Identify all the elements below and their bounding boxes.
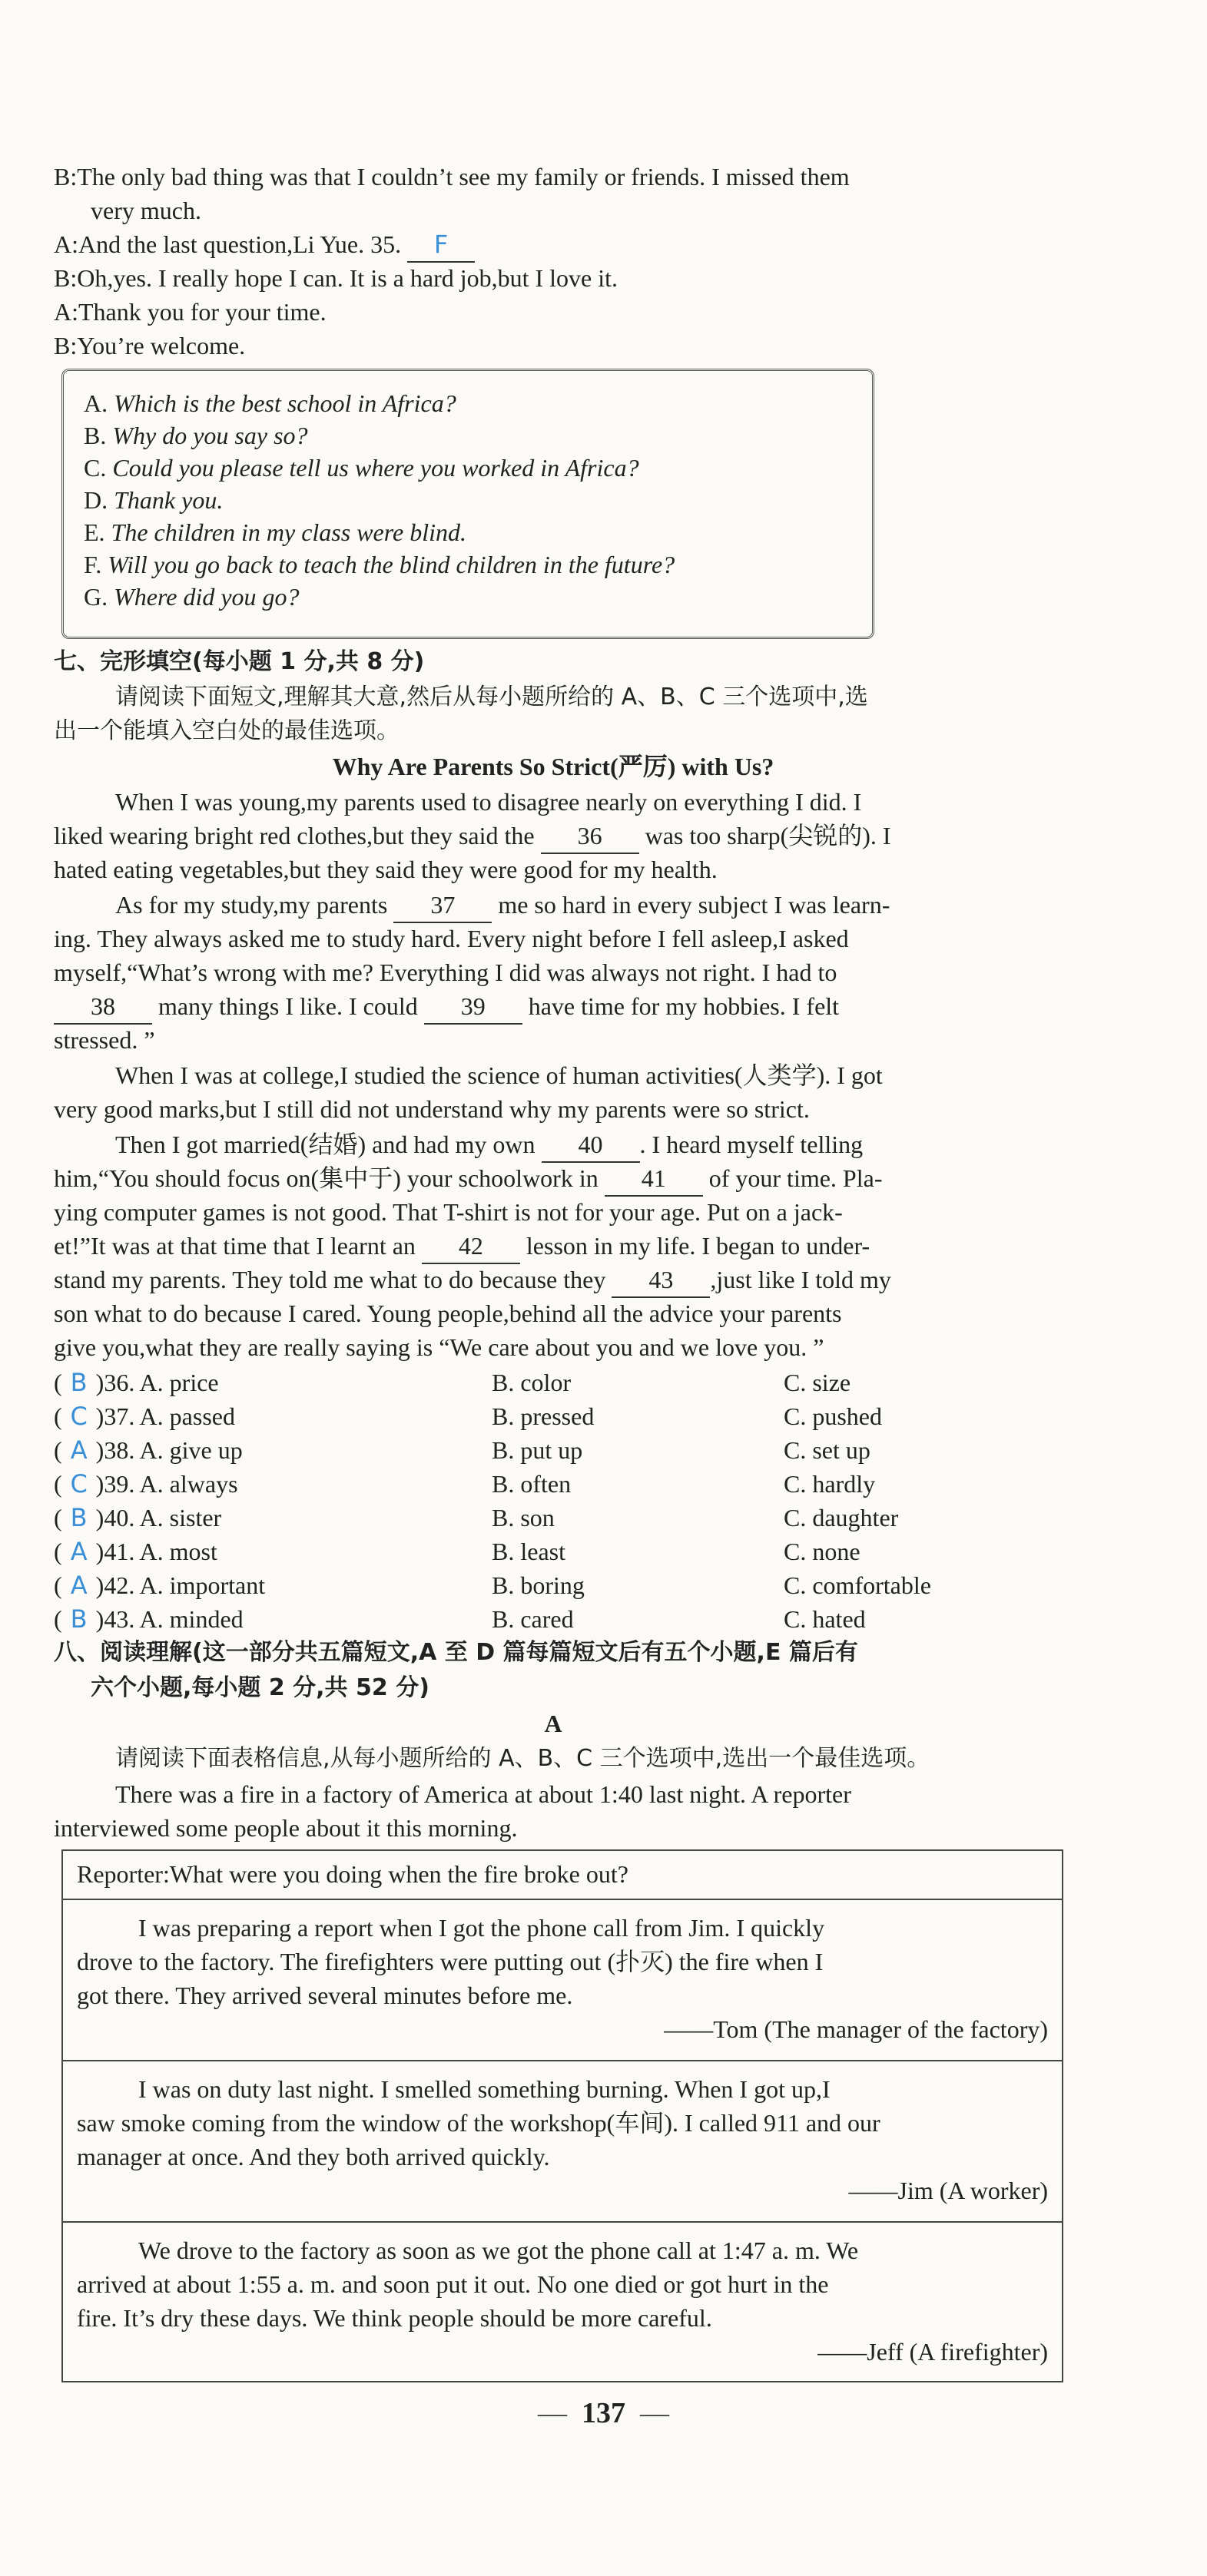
passage-line: ying computer games is not good. That T-shirt is not for your age. Put on a jack- [54,1198,843,1226]
question-43-option-c: C. hated [784,1605,866,1633]
dialogue-line-5: A:Thank you for your time. [54,298,327,326]
passage-line: liked wearing bright red clothes,but they said the 36 was too sharp(尖锐的). I [54,819,891,854]
tom-signature: ——Tom (The manager of the factory) [664,2015,1048,2043]
passage-line: hated eating vegetables,but they said they were good for my health. [54,856,718,883]
answer-39: C [70,1469,88,1498]
answer-42: A [70,1571,88,1600]
question-40-option-b: B. son [492,1504,555,1531]
table-row-jim [63,2061,1062,2223]
dialogue-line-4: B:Oh,yes. I really hope I can. It is a hard job,but I love it. [54,264,618,292]
option-e: E. The children in my class were blind. [84,518,466,546]
jeff-line-1: We drove to the factory as soon as we got the phone call at 1:47 a. m. We [138,2237,859,2264]
section7-instruction-2: 出一个能填入空白处的最佳选项。 [54,717,400,744]
question-42: ( A )42. A. important [54,1568,265,1602]
question-40: ( B )40. A. sister [54,1501,221,1535]
question-41-option-c: C. none [784,1538,860,1565]
answer-40: B [70,1503,88,1532]
dialogue-line-2: very much. [91,197,201,224]
passage-line: ing. They always asked me to study hard. Every night before I fell asleep,I asked [54,925,849,952]
question-43: ( B )43. A. minded [54,1602,244,1636]
dialogue-line-6: B:You’re welcome. [54,332,246,359]
section8-heading-2: 六个小题,每小题 2 分,共 52 分) [91,1674,429,1701]
passage-line: As for my study,my parents 37 me so hard in every subject I was learn- [115,888,890,923]
option-g: G. Where did you go? [84,583,300,611]
blank-40: 40 [542,1127,640,1163]
answer-38: A [70,1435,88,1465]
option-c: C. Could you please tell us where you worked in Africa? [84,454,639,482]
question-38: ( A )38. A. give up [54,1433,243,1467]
blank-39: 39 [424,989,522,1025]
dialogue-question-text: A:And the last question,Li Yue. 35. [54,230,402,258]
question-41-option-b: B. least [492,1538,565,1565]
passage-line: him,“You should focus on(集中于) your schoolwork in 41 of your time. Pla- [54,1161,882,1197]
question-40-option-c: C. daughter [784,1504,899,1531]
answer-35-blank: F [407,227,475,263]
answer-43: B [70,1604,88,1634]
tom-line-3: got there. They arrived several minutes before me. [77,1982,573,2009]
question-38-option-b: B. put up [492,1436,583,1464]
passage-line: myself,“What’s wrong with me? Everything I did was always not right. I had to [54,959,837,986]
table-row-tom [63,1900,1062,2061]
option-b: B. Why do you say so? [84,422,308,449]
passage-line: stand my parents. They told me what to do because they 43 ,just like I told my [54,1263,891,1298]
passage-line: very good marks,but I still did not understand why my parents were so strict. [54,1095,810,1123]
section8-heading-1: 八、阅读理解(这一部分共五篇短文,A 至 D 篇每篇短文后有五个小题,E 篇后有 [54,1639,858,1666]
passage-title: Why Are Parents So Strict(严厉) with Us? [332,753,774,780]
blank-38: 38 [54,989,152,1025]
passage-line: stressed. ” [54,1026,155,1054]
dialogue-line-3 [54,227,475,263]
question-36-option-b: B. color [492,1369,572,1396]
blank-36: 36 [541,819,639,854]
jeff-line-2: arrived at about 1:55 a. m. and soon put it out. No one died or got hurt in the [77,2270,829,2298]
section8-intro-2: interviewed some people about it this morning. [54,1814,518,1842]
question-43-option-b: B. cared [492,1605,574,1633]
question-39-option-b: B. often [492,1470,572,1498]
tom-line-2: drove to the factory. The firefighters were putting out (扑灭) the fire when I [77,1948,824,1975]
jeff-signature: ——Jeff (A firefighter) [817,2338,1048,2366]
question-36: ( B )36. A. price [54,1366,219,1399]
option-a: A. Which is the best school in Africa? [84,389,456,417]
dialogue-line-1: B:The only bad thing was that I couldn’t see my family or friends. I missed them [54,163,850,190]
passage-line: 38 many things I like. I could 39 have time for my hobbies. I felt [54,989,839,1025]
passage-line: son what to do because I cared. Young people,behind all the advice your parents [54,1300,842,1327]
passage-line: When I was at college,I studied the science of human activities(人类学). I got [115,1061,883,1089]
page-number: — 137 — [538,2397,669,2429]
passage-line: give you,what they are really saying is “We care about you and we love you. ” [54,1333,824,1361]
blank-43: 43 [612,1263,710,1298]
jim-signature: ——Jim (A worker) [848,2177,1048,2204]
passage-line: et!”It was at that time that I learnt an 42 lesson in my life. I began to under- [54,1229,870,1264]
answer-36: B [70,1368,88,1397]
part-a-label: A [544,1710,562,1737]
blank-41: 41 [605,1161,703,1197]
passage-line: When I was young,my parents used to disagree nearly on everything I did. I [115,788,862,816]
section8-instruction: 请阅读下面表格信息,从每小题所给的 A、B、C 三个选项中,选出一个最佳选项。 [115,1745,930,1772]
question-37: ( C )37. A. passed [54,1399,235,1433]
answer-37: C [70,1402,88,1431]
interview-table [61,1849,1063,2382]
answer-41: A [70,1537,88,1566]
question-42-option-c: C. comfortable [784,1571,931,1599]
question-39-option-c: C. hardly [784,1470,876,1498]
reporter-question: Reporter:What were you doing when the fire broke out? [77,1860,628,1888]
tom-line-1: I was preparing a report when I got the phone call from Jim. I quickly [138,1914,825,1942]
jim-line-3: manager at once. And they both arrived quickly. [77,2143,550,2170]
question-37-option-c: C. pushed [784,1402,882,1430]
options-box [61,369,874,639]
section7-heading: 七、完形填空(每小题 1 分,共 8 分) [54,648,425,675]
question-42-option-b: B. boring [492,1571,585,1599]
question-41: ( A )41. A. most [54,1535,217,1568]
section7-instruction-1: 请阅读下面短文,理解其大意,然后从每小题所给的 A、B、C 三个选项中,选 [115,684,868,710]
jim-line-1: I was on duty last night. I smelled something burning. When I got up,I [138,2075,831,2103]
passage-line: Then I got married(结婚) and had my own 40 . I heard myself telling [115,1127,863,1163]
blank-42: 42 [422,1229,520,1264]
question-39: ( C )39. A. always [54,1467,238,1501]
section8-intro-1: There was a fire in a factory of America at about 1:40 last night. A reporter [115,1780,851,1808]
option-d: D. Thank you. [84,486,224,514]
jim-line-2: saw smoke coming from the window of the workshop(车间). I called 911 and our [77,2109,880,2137]
question-37-option-b: B. pressed [492,1402,595,1430]
jeff-line-3: fire. It’s dry these days. We think people should be more careful. [77,2304,712,2332]
question-38-option-c: C. set up [784,1436,870,1464]
option-f: F. Will you go back to teach the blind children in the future? [84,551,675,578]
blank-37: 37 [393,888,492,923]
table-row-jeff [63,2223,1062,2381]
question-36-option-c: C. size [784,1369,851,1396]
table-row-reporter [63,1851,1062,1900]
